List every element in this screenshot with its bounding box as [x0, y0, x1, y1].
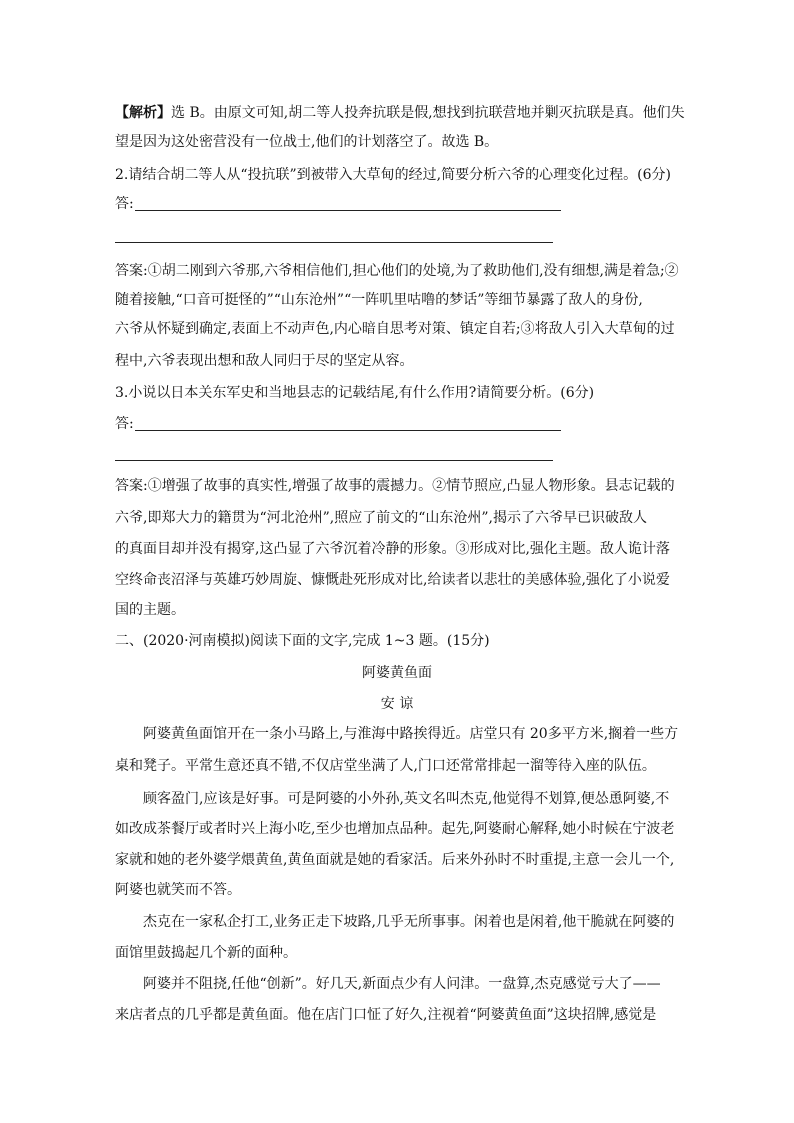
- story-para-3-line-1: 杰克在一家私企打工,业务正走下坡路,几乎无所事事。闲着也是闲着,他干脆就在阿婆的: [143, 914, 675, 930]
- story-title: 阿婆黄鱼面: [362, 665, 432, 681]
- story-para-2-line-1: 顾客盈门,应该是好事。可是阿婆的小外孙,英文名叫杰克,他觉得不划算,便怂恿阿婆,不: [143, 791, 670, 807]
- story-para-1-line-1: 阿婆黄鱼面馆开在一条小马路上,与淮海中路挨得近。店堂只有 20多平方米,搁着一些方: [143, 726, 679, 742]
- story-para-1-line-2: 桌和凳子。平常生意还真不错,不仅店堂坐满了人,门口还常常排起一溜等待入座的队伍。: [115, 758, 656, 774]
- story-para-2-line-2: 如改成茶餐厅或者时兴上海小吃,至少也增加点品种。起先,阿婆耐心解释,她小时候在宁波老: [115, 821, 675, 837]
- section-heading: 二、(2020·河南模拟)阅读下面的文字,完成 1~3 题。(15分): [115, 633, 490, 649]
- answer-3-line-3: 的真面目却并没有揭穿,这凸显了六爷沉着冷静的形象。③形成对比,强化主题。敌人诡计落: [115, 541, 670, 557]
- answer-2-line-3: 六爷从怀疑到确定,表面上不动声色,内心暗自思考对策、镇定自若;③将敌人引入大草甸的过: [115, 321, 675, 337]
- question-3: 3.小说以日本关东军史和当地县志的记载结尾,有什么作用?请简要分析。(6分): [115, 385, 595, 401]
- analysis-tag: 【解析】: [115, 105, 171, 121]
- answer-2-line-2: 随着接触,“口音可挺怪的”“山东沧州”“一阵叽里咕噜的梦话”等细节暴露了敌人的身份,: [115, 292, 643, 308]
- answer-blank-2b[interactable]: [115, 242, 553, 243]
- answer-3-line-2: 六爷,即郑大力的籍贯为“河北沧州”,照应了前文的“山东沧州”,揭示了六爷早已识破敌人: [115, 510, 647, 526]
- analysis-line-2: 望是因为这处密营没有一位战士,他们的计划落空了。故选 B。: [115, 134, 499, 150]
- story-para-3-line-2: 面馆里鼓捣起几个新的面种。: [115, 945, 297, 961]
- answer-label-2: 答:: [115, 196, 134, 212]
- story-para-4-line-2: 来店者点的几乎都是黄鱼面。他在店门口怔了好久,注视着“阿婆黄鱼面”这块招牌,感觉是: [115, 1007, 657, 1023]
- answer-blank-2a[interactable]: [135, 210, 561, 211]
- answer-2-line-4: 程中,六爷表现出想和敌人同归于尽的坚定从容。: [115, 353, 414, 369]
- story-para-4-line-1: 阿婆并不阻挠,任他“创新”。好几天,新面点少有人问津。一盘算,杰克感觉亏大了——: [143, 976, 661, 992]
- analysis-text-1: 选 B。由原文可知,胡二等人投奔抗联是假,想找到抗联营地并剿灭抗联是真。他们失: [171, 105, 685, 121]
- answer-blank-3a[interactable]: [135, 430, 561, 431]
- answer-2-line-1: 答案:①胡二刚到六爷那,六爷相信他们,担心他们的处境,为了救助他们,没有细想,满是着急;②: [115, 263, 679, 279]
- answer-label-3: 答:: [115, 416, 134, 432]
- story-para-2-line-4: 阿婆也就笑而不答。: [115, 882, 241, 898]
- story-para-2-line-3: 家就和她的老外婆学煨黄鱼,黄鱼面就是她的看家活。后来外孙时不时重提,主意一会儿一个,: [115, 852, 675, 868]
- answer-blank-3b[interactable]: [115, 460, 553, 461]
- story-author: 安 谅: [380, 696, 414, 712]
- answer-3-line-1: 答案:①增强了故事的真实性,增强了故事的震撼力。②情节照应,凸显人物形象。县志记载的: [115, 478, 675, 494]
- analysis-line-1: [115, 103, 685, 123]
- question-2: 2.请结合胡二等人从“投抗联”到被带入大草甸的经过,简要分析六爷的心理变化过程。(6分): [115, 167, 671, 183]
- answer-3-line-4: 空终命丧沼泽与英雄巧妙周旋、慷慨赴死形成对比,给读者以悲壮的美感体验,强化了小说爱: [115, 572, 670, 588]
- answer-3-line-5: 国的主题。: [115, 602, 185, 618]
